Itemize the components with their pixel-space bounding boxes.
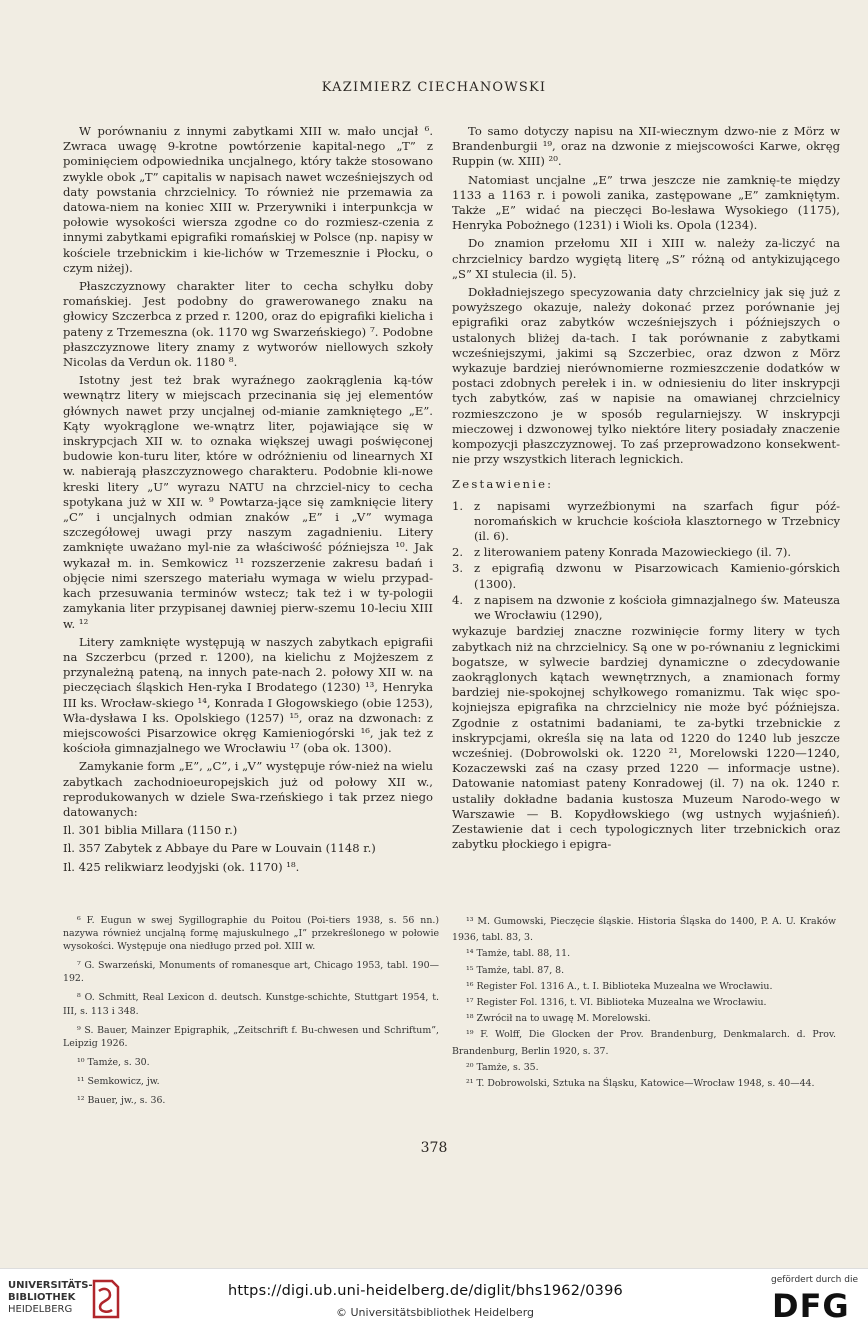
left-text-column (63, 124, 433, 878)
list-text: z napisami wyrzeźbionymi na szarfach figur póź-noromańskich w kruchcie kościoła klasztornego w Trzebnicy (il. 6). (474, 498, 840, 544)
footnote: ¹⁸ Zwrócił na to uwagę M. Morelowski. (466, 1013, 651, 1025)
footnote: ⁶ F. Eugun w swej Sygillographie du Poitou (Poi-tiers 1938, s. 56 nn.) nazywa również uncjalną formę majuskulnego „I” przekreślonego w połowie wysokości. Występuje ona niedługo przed poł. XIII w. (63, 915, 439, 953)
footnote: ¹⁷ Register Fol. 1316, t. VI. Biblioteka Muzealna we Wrocławiu. (466, 997, 767, 1009)
list-item (452, 593, 840, 623)
list-item (452, 561, 840, 591)
footnote: ¹¹ Semkowicz, jw. (77, 1075, 160, 1087)
logo-line: UNIVERSITÄTS- (8, 1280, 93, 1291)
list-item (452, 545, 840, 560)
library-logo[interactable] (8, 1280, 93, 1316)
left-list-item: Il. 301 biblia Millara (1150 r.) (63, 823, 238, 838)
list-number: 1. (452, 498, 464, 513)
viewer-footer (0, 1268, 868, 1330)
logo-line: HEIDELBERG (8, 1304, 73, 1315)
footnote: ⁸ O. Schmitt, Real Lexicon d. deutsch. Kunstge-schichte, Stuttgart 1954, t. III, s. 113 i 348. (63, 992, 439, 1017)
footnote: ⁹ S. Bauer, Mainzer Epigraphik, „Zeitschrift f. Bu-chwesen und Schriftum”, Leipzig 1926. (63, 1024, 439, 1049)
left-paragraph: W porównaniu z innymi zabytkami XIII w. mało uncjał ⁶. Zwraca uwagę 9-krotne powtórzenie kapital-nego „T” z pominięciem odpowiednika uncjalnego, który także stosowano zwykle obok „T” capitalis w napisach nawet wcześniejszych od daty powstania chrzcielnicy. To również nie przemawia za datowa-niem na koniec XIII w. Przerywniki i interpunkcja w połowie wysokości wiersza zgodne co do rozmiesz-czenia z innymi zabytkami epigrafiki romańskiej w Polsce (np. napisy w kościele trzebnickim i kie-lichów w Trzemesznie i Płocku, o czym niżej). (63, 124, 433, 275)
footnote: ¹² Bauer, jw., s. 36. (77, 1095, 166, 1107)
right-paragraph: Do znamion przełomu XII i XIII w. należy za-liczyć na chrzcielnicy bardzo wygiętą literę „S” różną od antykizującego „S” XI stulecia (il. 5). (452, 236, 840, 281)
list-text: z epigrafią dzwonu w Pisarzowicach Kamienio-górskich (1300). (474, 561, 840, 591)
list-number: 4. (452, 592, 464, 607)
permalink-url[interactable]: https://digi.ub.uni-heidelberg.de/diglit/bhs1962/0396 (228, 1283, 623, 1299)
right-paragraph: wykazuje bardziej znaczne rozwinięcie formy litery w tych zabytkach niż na chrzcielnicy. Są one w po-równaniu z legnickimi bogatsze, w sylwecie bardziej dynamiczne o zdecydowanie zaokrąglonych kątach wewnętrznych, a znamionach formy bardziej nie-spokojnej schyłkowego romanizmu. Tak więc spo-kojniejsza epigrafika na chrzcielnicy nie może być późniejsza. Zgodnie z ostatnimi badaniami, te za-bytki trzebnickie z inskrypcjami, określa się na lata od 1220 do 1240 lub jeszcze wcześniej. (Dobrowolski ok. 1220 ²¹, Morelowski 1220—1240, Kozaczewski zaś na czasy przed 1220 — informacje ustne). Datowanie natomiast pateny Konradowej (il. 7) na ok. 1240 r. ustaliły dokładne badania kustosza Muzeum Narodo-wego w Warszawie — B. Kopydłowskiego (wg ustnych wyjaśnień). Zestawienie dat i cech typologicznych liter trzebnickich oraz zabytku płockiego i epigra- (452, 624, 840, 852)
right-paragraph: Dokładniejszego specyzowania daty chrzcielnicy jak się już z powyższego okazuje, należy dokonać przez porównanie jej epigrafiki oraz zabytków wcześniejszych i późniejszych o ustalonych bliżej da-tach. I tak porównanie z zabytkami wcześniejszymi, jakimi są Szczerbiec, oraz dzwon z Mörz wykazuje bardziej nierównomierne rozmieszczenie dodatków w postaci zdobnych perełek i in. w odniesieniu do liter inskrypcji tych zabytków, zaś w napisie na omawianej chrzcielnicy rozmieszczono je w sposób regularniejszy. W inskrypcji mieczowej i dzwonowej tylko niektóre litery posiadały znaczenie kompozycji płaszczyznowej. To zaś przeprowadzono konsekwent-nie przy wszystkich literach legnickich. (452, 285, 840, 467)
right-paragraph: Natomiast uncjalne „E” trwa jeszcze nie zamknię-te między 1133 a 1163 r. i powoli zanika, zastępowane „E” zamkniętym. Także „E” widać na pieczęci Bo-lesława Wysokiego (1175), Henryka Pobożnego (1231) i Wioli ks. Opola (1234). (452, 172, 840, 233)
left-paragraph: Zamykanie form „E”, „C”, i „V” występuje rów-nież na wielu zabytkach zachodnioeuropejskich już od połowy XII w., reprodukowanych w dziele Swa-rzeńskiego i tak przez niego datowanych: (63, 759, 433, 819)
funder-caption: gefördert durch die (771, 1275, 858, 1285)
left-paragraph: Litery zamknięte występują w naszych zabytkach epigrafii na Szczerbcu (przed r. 1200), na kielichu z Mojżeszem z przynależną pateną, na innych pate-nach 2. połowy XII w. na pieczęciach śląskich Hen-ryka I Brodatego (1230) ¹³, Henryka III ks. Wrocław-skiego ¹⁴, Konrada I Głogowskiego (obie 1253), Wła-dysława I ks. Opolskiego (1257) ¹⁵, oraz na dzwonach: z miejscowości Pisarzowice okręg Kamieniogórski ¹⁶, jak też z kościoła gimnazjalnego we Wrocławiu ¹⁷ (oba ok. 1300). (63, 634, 433, 756)
footnote: ¹⁰ Tamże, s. 30. (77, 1056, 150, 1068)
running-header: KAZIMIERZ CIECHANOWSKI (321, 80, 547, 95)
list-text: z napisem na dzwonie z kościoła gimnazjalnego św. Mateusza we Wrocławiu (1290), (474, 592, 840, 623)
footnote: ¹⁵ Tamże, tabl. 87, 8. (466, 964, 565, 976)
left-list-item: Il. 357 Zabytek z Abbaye du Pare w Louvain (1148 r.) (63, 841, 376, 856)
footnote: ²⁰ Tamże, s. 35. (466, 1061, 539, 1073)
footnote: ¹⁹ F. Wolff, Die Glocken der Prov. Brandenburg, Denkmalarch. d. Prov. Brandenburg, Berlin 1920, s. 37. (452, 1029, 836, 1057)
footnote: ⁷ G. Swarzeński, Monuments of romanesque art, Chicago 1953, tabl. 190—192. (63, 960, 439, 985)
comparison-list (452, 499, 840, 624)
footnotes-right (452, 914, 836, 1092)
footnote: ²¹ T. Dobrowolski, Sztuka na Śląsku, Katowice—Wrocław 1948, s. 40—44. (466, 1078, 815, 1090)
left-list-item: Il. 425 relikwiarz leodyjski (ok. 1170) ¹⁸. (63, 859, 300, 874)
copyright-notice: © Universitätsbibliothek Heidelberg (336, 1306, 535, 1319)
logo-line: BIBLIOTHEK (8, 1292, 76, 1303)
footnotes-left (63, 914, 439, 1113)
library-seal-icon (88, 1277, 122, 1321)
list-text: z literowaniem pateny Konrada Mazowieckiego (il. 7). (474, 545, 792, 560)
list-item (452, 499, 840, 545)
footnote: ¹³ M. Gumowski, Pieczęcie śląskie. Historia Śląska do 1400, P. A. U. Kraków 1936, tabl. 83, 3. (452, 916, 836, 944)
page-number: 378 (420, 1140, 448, 1156)
left-paragraph: Istotny jest też brak wyraźnego zaokrąglenia ką-tów wewnątrz litery w miejscach przecinania się jej elementów głównych nawet przy uncjalnej od-mianie zamkniętego „E”. Kąty wyokrąglone we-wnątrz liter, pojawiające się w inskrypcjach XII w. to oznaka większej uwagi poświęconej budowie kon-turu liter, które w odróżnieniu od linearnych XI w. nabierają płaszczyznowego charakteru. Podobnie kli-nowe kreski litery „U” wyrazu NATU na chrzciel-nicy to cecha spotykana już w XII w. ⁹ Powtarza-jące się zamknięcie litery „C” i uncjalnych odmian znaków „E” i „V” wymaga szczegółowej uwagi przy naszym zagadnieniu. Litery zamknięte uważano myl-nie za właściwość późniejsza ¹⁰. Jak wykazał m. in. Semkowicz ¹¹ rozszerzenie zakresu badań i objęcie nimi szerszego materiału wymaga w wielu przypad-kach przesuwania terminów wstecz; tak też i w ty-pologii zamykania liter przypisanej dawniej pierw-szemu 10-leciu XIII w. ¹² (63, 373, 433, 631)
list-number: 2. (452, 545, 464, 560)
footnote: ¹⁴ Tamże, tabl. 88, 11. (466, 948, 571, 960)
dfg-logo[interactable]: DFG (772, 1287, 850, 1325)
footnote: ¹⁶ Register Fol. 1316 A., t. I. Biblioteka Muzealna we Wrocławiu. (466, 980, 773, 992)
right-paragraph: To samo dotyczy napisu na XII-wiecznym dzwo-nie z Mörz w Brandenburgii ¹⁹, oraz na dzwonie z miejscowości Karwe, okręg Ruppin (w. XIII) ²⁰. (452, 124, 840, 169)
list-number: 3. (452, 561, 464, 576)
right-text-column (452, 124, 840, 855)
left-paragraph: Płaszczyznowy charakter liter to cecha schyłku doby romańskiej. Jest podobny do grawerowanego znaku na głowicy Szczerbca z przed r. 1200, oraz do epigrafiki kielicha i pateny z Trzemeszna (ok. 1170 wg Swarzeńskiego) ⁷. Podobne płaszczyznowe litery znamy z wytworów niellowych szkoły Nicolas da Verdun ok. 1180 ⁸. (63, 279, 433, 370)
section-heading: Zestawienie: (452, 477, 554, 492)
